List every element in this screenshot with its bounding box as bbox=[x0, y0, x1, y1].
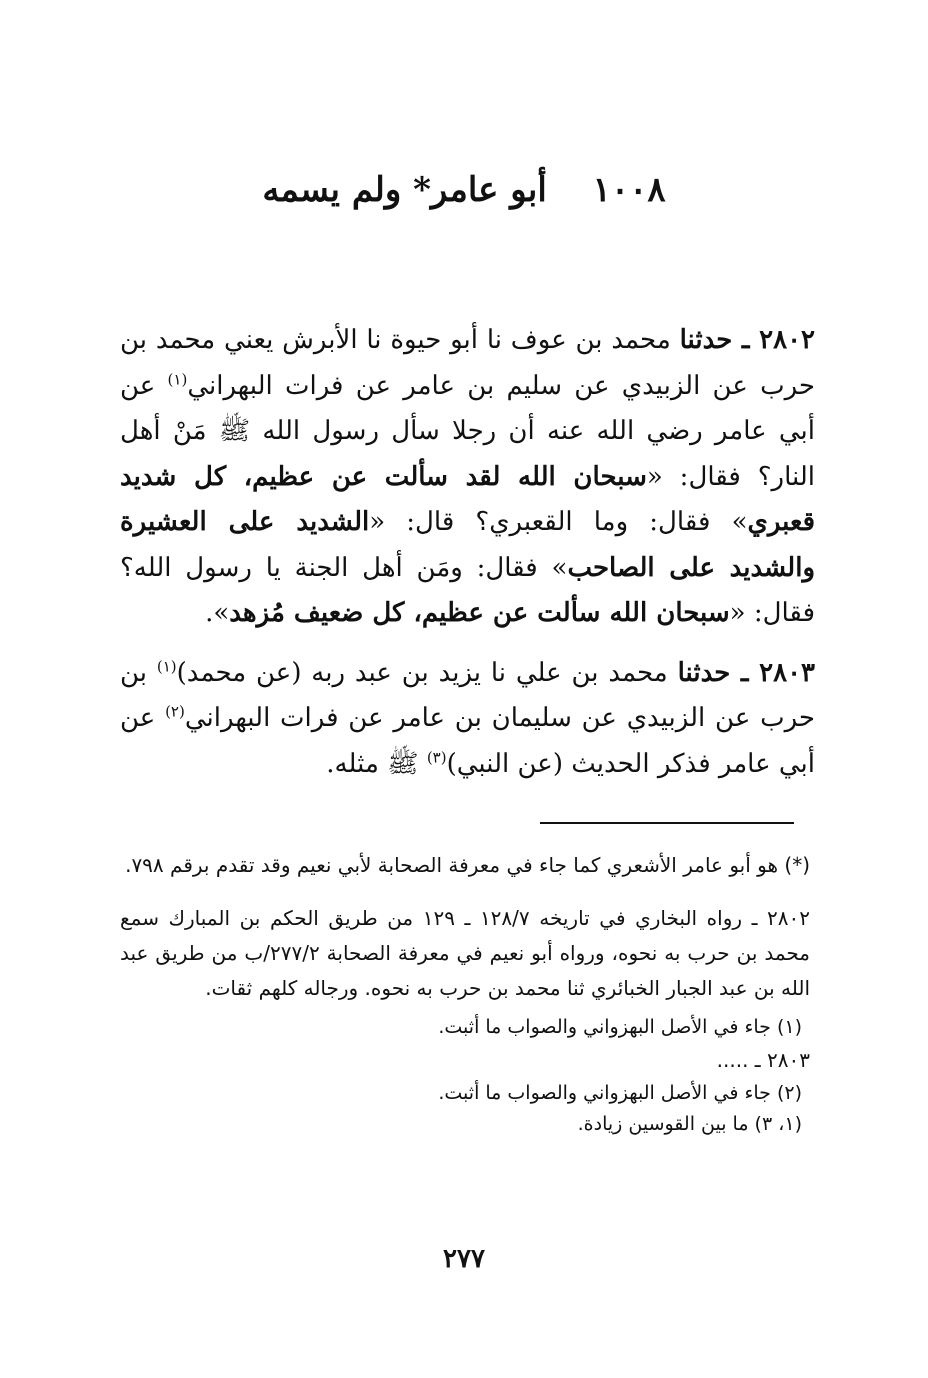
footnotes-section bbox=[120, 848, 810, 1140]
hadith-segment: ٢٨٠٣ ـ حدثنا bbox=[677, 657, 816, 688]
footnote-hadith-2803-label: ٢٨٠٣ ـ ..... bbox=[716, 1048, 810, 1072]
footnote-2803-1-3: (١، ٣) ما بين القوسين زيادة. bbox=[577, 1113, 802, 1135]
hadith-segment: » فقال: ومَن أهل الجنة يا رسول الله؟ فقال: « bbox=[120, 552, 815, 628]
footnote-ref: (٢) bbox=[165, 702, 185, 721]
hadith-quote: الشديد على العشيرة والشديد على الصاحب bbox=[120, 507, 816, 583]
footnote-ref: (٣) bbox=[426, 747, 447, 766]
hadith-2802 bbox=[120, 318, 815, 637]
hadith-segment: محمد بن عوف نا أبو حيوة نا الأبرش يعني محمد بن حرب عن الزبيدي عن سليم بن عامر عن فرات البهراني bbox=[120, 325, 815, 401]
hadith-segment: ٢٨٠٢ ـ حدثنا bbox=[679, 325, 815, 355]
hadith-2803 bbox=[120, 651, 815, 788]
hadith-segment: » فقال: وما القعبري؟ قال: « bbox=[369, 507, 748, 537]
footnote-divider bbox=[540, 822, 794, 824]
hadith-segment: محمد بن علي نا يزيد بن عبد ربه (عن محمد) bbox=[176, 657, 678, 688]
hadith-segment: بن حرب عن الزبيدي عن سليمان بن عامر عن فرات البهراني bbox=[120, 657, 815, 733]
footnote-2803-2: (٢) جاء في الأصل البهزواني والصواب ما أثبت. bbox=[438, 1082, 802, 1104]
chapter-number: ١٠٠٨ bbox=[592, 170, 666, 210]
hadith-segment: ». bbox=[205, 598, 230, 628]
hadith-text-body bbox=[120, 318, 815, 801]
hadith-quote: سبحان الله لقد سألت عن عظيم، كل شديد قعبري bbox=[120, 461, 815, 537]
footnote-ref: (١) bbox=[156, 656, 177, 675]
chapter-title: أبو عامر* ولم يسمه bbox=[262, 170, 547, 210]
footnote-2802-1: (١) جاء في الأصل البهزواني والصواب ما أثبت. bbox=[438, 1016, 802, 1038]
footnote-star: (*) هو أبو عامر الأشعري كما جاء في معرفة الصحابة لأبي نعيم وقد تقدم برقم ٧٩٨. bbox=[125, 853, 810, 877]
hadith-segment: ﷺ مثله. bbox=[326, 748, 427, 779]
footnote-ref: (١) bbox=[167, 369, 188, 388]
hadith-segment: عن أبي عامر فذكر الحديث (عن النبي) bbox=[120, 703, 815, 779]
page-number: ٢٧٧ bbox=[443, 1244, 485, 1274]
hadith-segment: عن أبي عامر رضي الله عنه أن رجلا سأل رسول الله ﷺ مَنْ أهل النار؟ فقال: « bbox=[120, 370, 815, 492]
footnote-hadith-2802: ٢٨٠٢ ـ رواه البخاري في تاريخه ١٢٨/٧ ـ ١٢٩ من طريق الحكم بن المبارك سمع محمد بن حرب به نحوه، ورواه أبو نعيم في معرفة الصحابة ٢٧٧/٢/ب من طريق عبد الله بن عبد الجبار الخبائري ثنا محمد بن حرب به نحوه. ورجاله كلهم ثقات. bbox=[120, 906, 811, 1000]
hadith-quote: سبحان الله سألت عن عظيم، كل ضعيف مُزهد bbox=[229, 598, 730, 628]
chapter-heading bbox=[0, 168, 928, 212]
